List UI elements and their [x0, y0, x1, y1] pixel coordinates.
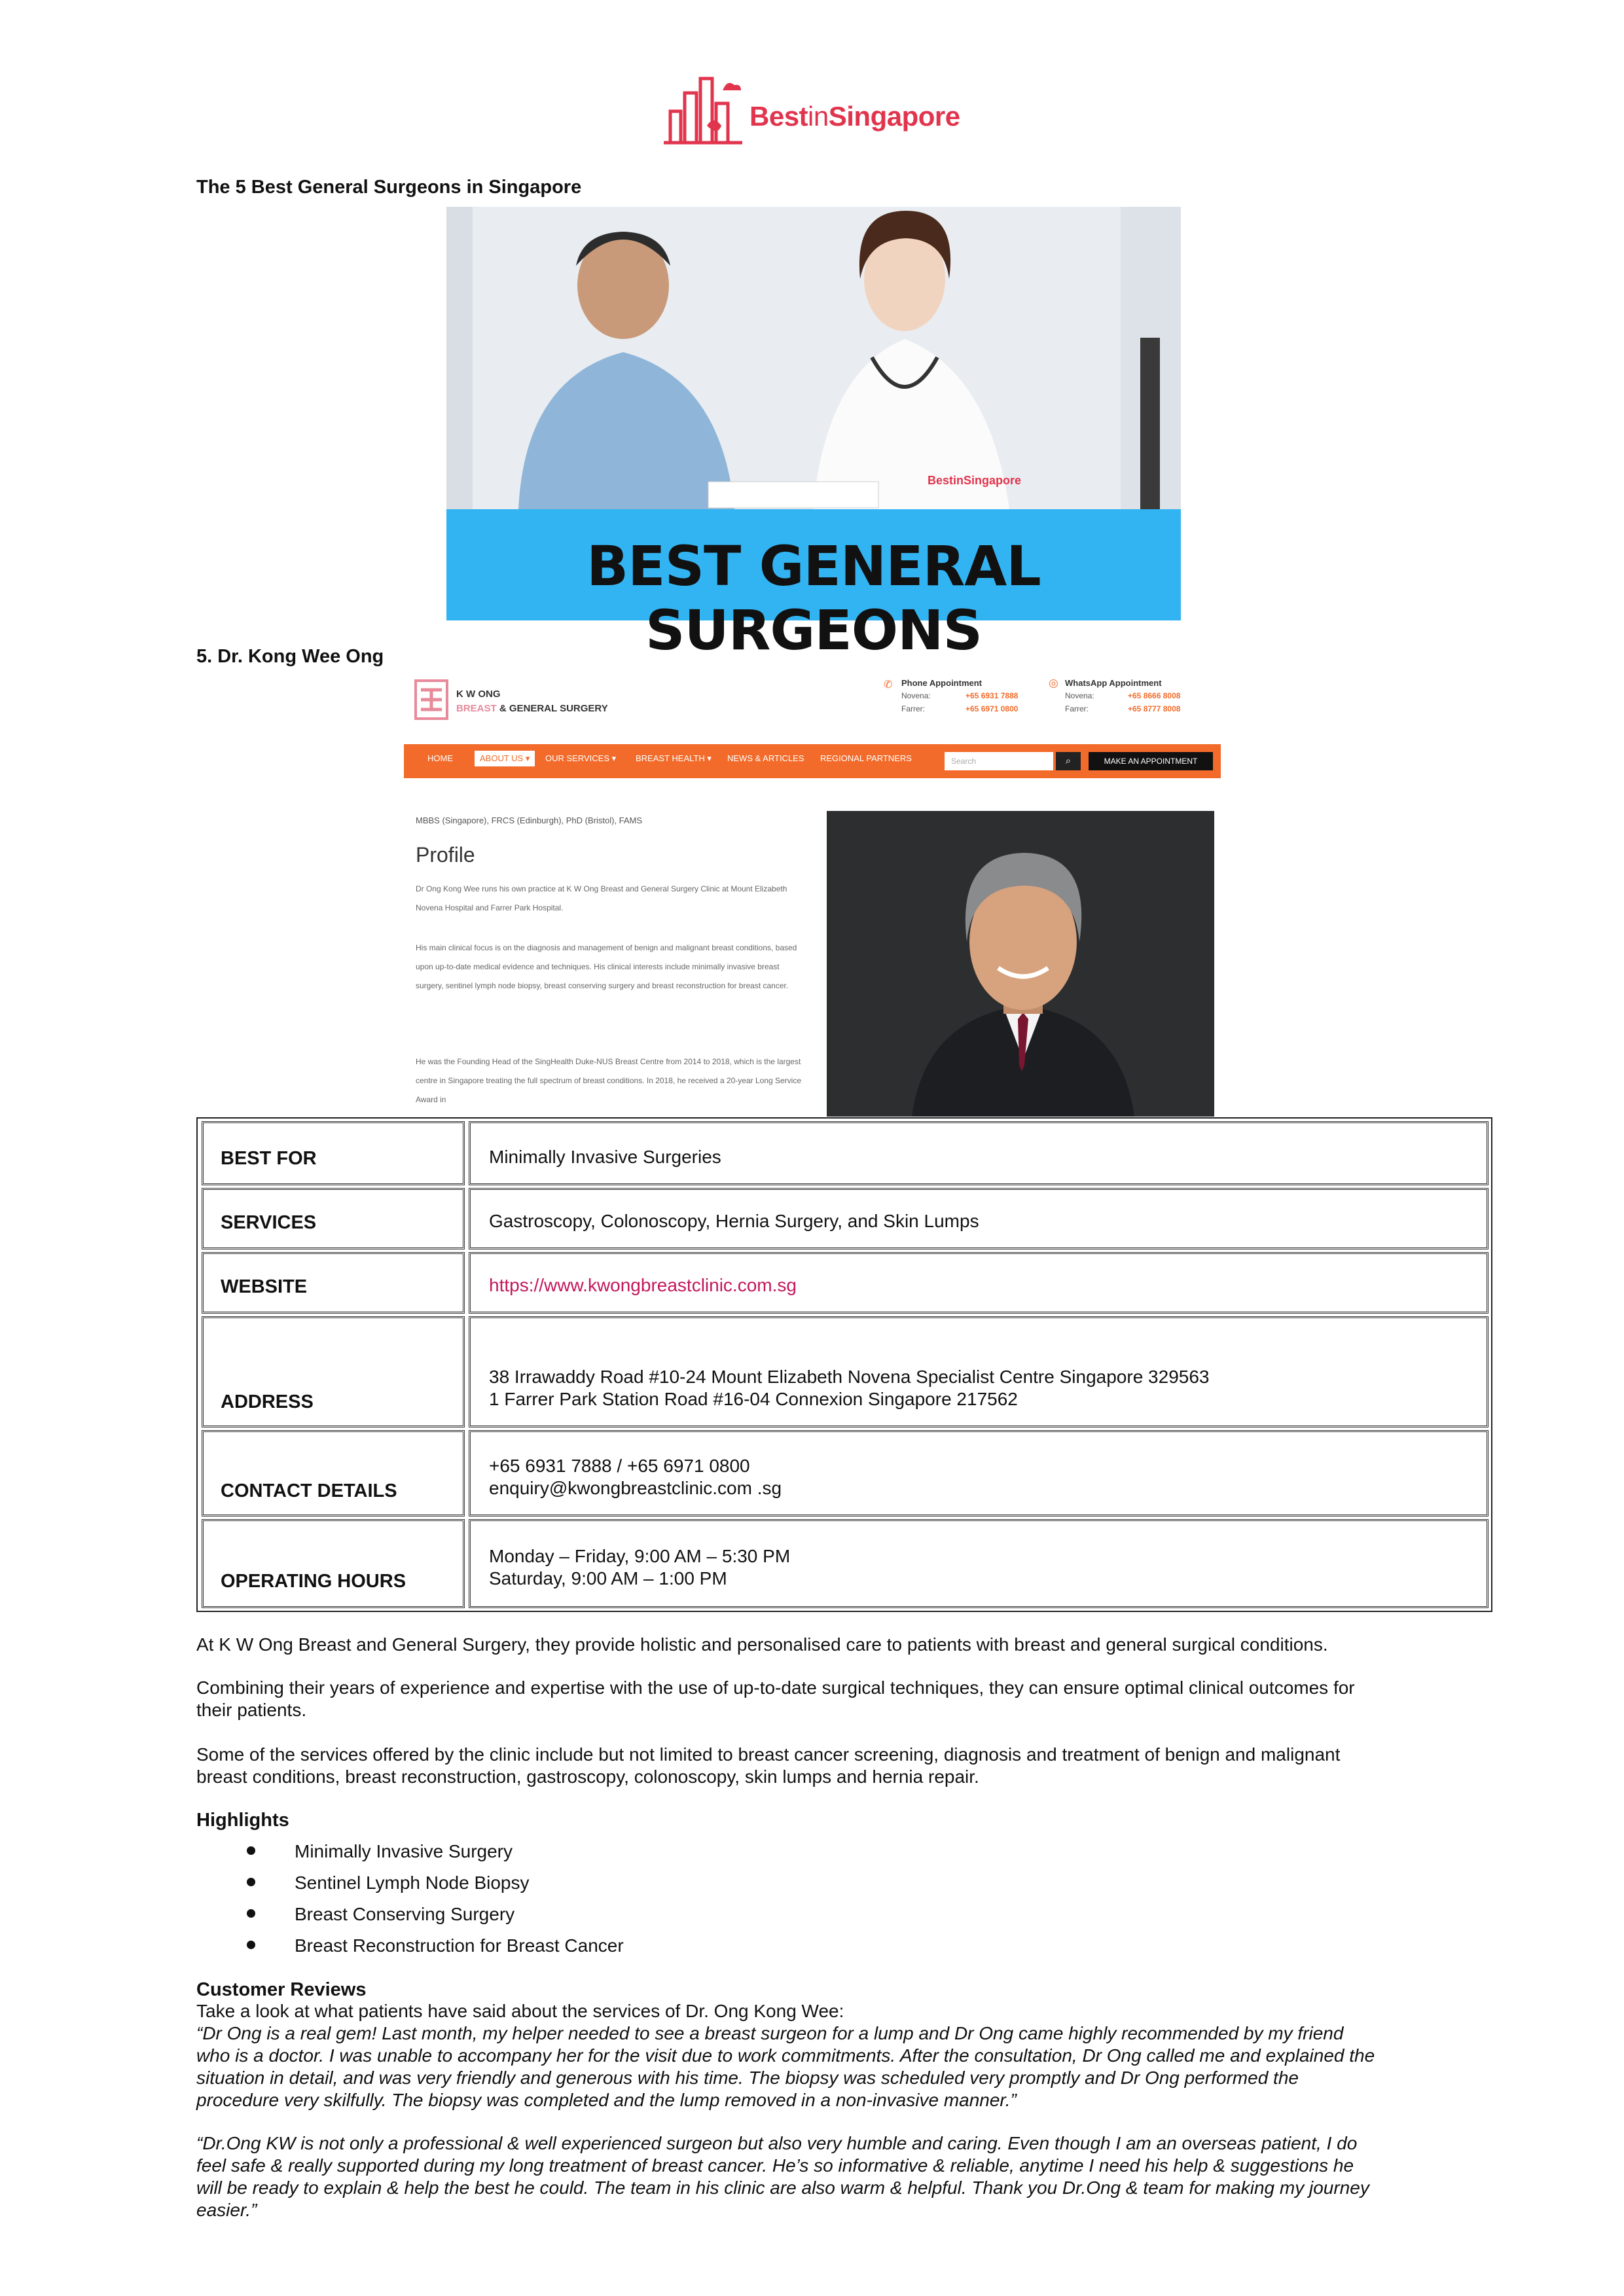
- body-paragraph-3-line-1: Some of the services offered by the clinic include but not limited to breast cancer screening, diagnosis and treatment of benign and malignant: [196, 1744, 1341, 1765]
- wa-farrer-label: Farrer:: [1065, 704, 1089, 713]
- credentials: MBBS (Singapore), FRCS (Edinburgh), PhD (Bristol), FAMS: [416, 816, 643, 825]
- nav-home[interactable]: HOME: [427, 753, 453, 763]
- phone-appointment-title: Phone Appointment: [901, 678, 983, 688]
- nav-our-services[interactable]: OUR SERVICES ▾: [545, 753, 617, 763]
- website-label-cell: [202, 1252, 465, 1314]
- clinic-logo-icon: [414, 679, 448, 720]
- make-appointment-button[interactable]: MAKE AN APPOINTMENT: [1089, 752, 1213, 770]
- profile-para-2: His main clinical focus is on the diagnosis and management of benign and malignant breast conditions, based upon up-to-date medical evidence and techniques. His clinical interests include minimally invasive breast surgery, sentinel lymph node biopsy, breast conserving surgery and breast reconstruction for breast cancer.: [416, 943, 797, 990]
- contact-label: CONTACT DETAILS: [221, 1480, 397, 1501]
- profile-para-3: He was the Founding Head of the SingHealth Duke-NUS Breast Centre from 2014 to 2018, which is the largest centre in Singapore treating the full spectrum of breast conditions. In 2018, he received a 20-year Long Service Award in: [416, 1057, 802, 1104]
- reviews-intro: Take a look at what patients have said about the services of Dr. Ong Kong Wee:: [196, 2001, 844, 2021]
- logo-best: Best: [749, 101, 808, 132]
- address-line-1: 38 Irrawaddy Road #10-24 Mount Elizabeth Novena Specialist Centre Singapore 329563: [489, 1367, 1210, 1387]
- address-line-2: 1 Farrer Park Station Road #16-04 Connexion Singapore 217562: [489, 1389, 1018, 1409]
- highlight-item-2: Sentinel Lymph Node Biopsy: [295, 1873, 530, 1893]
- best-for-label: BEST FOR: [221, 1148, 317, 1169]
- doctor-patient-illustration: [446, 207, 1181, 509]
- hours-label: OPERATING HOURS: [221, 1571, 406, 1592]
- best-for-value: Minimally Invasive Surgeries: [489, 1147, 721, 1167]
- highlights-title: Highlights: [196, 1810, 289, 1831]
- address-value-cell: [469, 1316, 1489, 1427]
- details-table: [196, 1117, 1492, 1612]
- wa-novena[interactable]: +65 8666 8008: [1128, 691, 1181, 700]
- clinic-brand-line1: K W ONG: [456, 689, 501, 700]
- contact-value-cell: [469, 1430, 1489, 1516]
- phone-novena[interactable]: +65 6931 7888: [965, 691, 1019, 700]
- hours-label-cell: [202, 1519, 465, 1608]
- clinic-navbar: [404, 744, 1221, 778]
- doctor-portrait-illustration: [827, 811, 1214, 1117]
- whatsapp-icon: ◎: [1049, 677, 1058, 689]
- body-paragraph-1: At K W Ong Breast and General Surgery, they provide holistic and personalised care to patients with breast and general surgical conditions.: [196, 1634, 1328, 1655]
- search-icon[interactable]: ⌕: [1056, 752, 1081, 770]
- highlight-item-4: Breast Reconstruction for Breast Cancer: [295, 1935, 624, 1956]
- review-1-line-2: who is a doctor. I was unable to accompany her for the visit due to work commitments. After the consultation, Dr Ong called me and explained the: [196, 2045, 1375, 2066]
- website-link[interactable]: https://www.kwongbreastclinic.com.sg: [489, 1275, 797, 1295]
- bullet-icon: [247, 1909, 255, 1918]
- profile-para-1: Dr Ong Kong Wee runs his own practice at K W Ong Breast and General Surgery Clinic at Mount Elizabeth Novena Hospital and Farrer Park Hospital.: [416, 884, 787, 912]
- search-placeholder: Search: [951, 757, 977, 766]
- best-for-label-cell: [202, 1121, 465, 1185]
- review-1-line-3: situation in detail, and was very friendly and generous with his time. The biopsy was scheduled very promptly and Dr Ong performed the: [196, 2068, 1299, 2088]
- address-label-cell: [202, 1316, 465, 1427]
- review-1-line-4: procedure very skilfully. The biopsy was completed and the lump removed in a non-invasive manner.”: [196, 2090, 1017, 2110]
- review-1-line-1: “Dr Ong is a real gem! Last month, my helper needed to see a breast surgeon for a lump and Dr Ong came highly recommended by my friend: [196, 2023, 1344, 2043]
- hero-banner-text: BEST GENERAL SURGEONS: [586, 534, 1041, 662]
- contact-phone[interactable]: +65 6931 7888 / +65 6971 0800: [489, 1456, 750, 1476]
- contact-email[interactable]: enquiry@kwongbreastclinic.com .sg: [489, 1478, 782, 1498]
- body-paragraph-3-line-2: breast conditions, breast reconstruction, gastroscopy, colonoscopy, skin lumps and hernia repair.: [196, 1767, 979, 1787]
- bullet-icon: [247, 1941, 255, 1949]
- highlight-item-3: Breast Conserving Surgery: [295, 1904, 515, 1924]
- hours-saturday: Saturday, 9:00 AM – 1:00 PM: [489, 1568, 727, 1588]
- review-2-line-4: easier.”: [196, 2200, 257, 2220]
- services-label-cell: [202, 1188, 465, 1249]
- bullet-icon: [247, 1846, 255, 1855]
- wa-novena-label: Novena:: [1065, 691, 1094, 700]
- article-title: The 5 Best General Surgeons in Singapore: [196, 177, 582, 198]
- services-value: Gastroscopy, Colonoscopy, Hernia Surgery, and Skin Lumps: [489, 1211, 979, 1231]
- phone-farrer-label: Farrer:: [901, 704, 925, 713]
- services-label: SERVICES: [221, 1212, 317, 1233]
- whatsapp-appointment-title: WhatsApp Appointment: [1065, 678, 1162, 688]
- hero-banner: [446, 509, 1181, 662]
- body-paragraph-2-line-1: Combining their years of experience and expertise with the use of up-to-date surgical techniques, they can ensure optimal clinical outcomes for: [196, 1677, 1355, 1698]
- reviews-title: Customer Reviews: [196, 1979, 367, 2000]
- phone-farrer[interactable]: +65 6971 0800: [965, 704, 1019, 713]
- clinic-brand-breast: BREAST: [456, 703, 497, 714]
- phone-icon: ✆: [884, 679, 893, 691]
- hero-watermark: BestinSingapore: [928, 474, 1022, 487]
- profile-title: Profile: [416, 843, 475, 867]
- phone-novena-label: Novena:: [901, 691, 931, 700]
- review-2-line-1: “Dr.Ong KW is not only a professional & well experienced surgeon but also very humble and caring. Even though I am an overseas patient, I do: [196, 2133, 1358, 2153]
- hours-value-cell: [469, 1519, 1489, 1608]
- logo-in: in: [808, 101, 829, 132]
- nav-news-articles[interactable]: NEWS & ARTICLES: [727, 753, 804, 763]
- clinic-website-screenshot: [404, 672, 1221, 1117]
- city-skyline-icon: [661, 73, 746, 151]
- hero-image: [446, 207, 1181, 662]
- hours-weekday: Monday – Friday, 9:00 AM – 5:30 PM: [489, 1546, 791, 1566]
- website-label: WEBSITE: [221, 1276, 308, 1297]
- best-for-value-cell: [469, 1121, 1489, 1185]
- review-2-line-3: will be ready to explain & help the best he could. The team in his clinic are also warm & helpful. Thank you Dr.Ong & team for making my journey: [196, 2178, 1369, 2198]
- address-label: ADDRESS: [221, 1391, 314, 1412]
- entry-heading: 5. Dr. Kong Wee Ong: [196, 646, 384, 667]
- site-logo[interactable]: [661, 73, 969, 151]
- clinic-search-input[interactable]: [945, 752, 1053, 770]
- nav-regional-partners[interactable]: REGIONAL PARTNERS: [820, 753, 912, 763]
- review-2-line-2: feel safe & really supported during my long treatment of breast cancer. He’s so informative & reliable, anytime I need his help & suggestions he: [196, 2155, 1354, 2176]
- wa-farrer[interactable]: +65 8777 8008: [1128, 704, 1181, 713]
- website-value-cell: [469, 1252, 1489, 1314]
- clinic-brand-general: & GENERAL SURGERY: [499, 703, 608, 714]
- services-value-cell: [469, 1188, 1489, 1249]
- nav-about-us[interactable]: ABOUT US ▾: [475, 751, 535, 766]
- clinic-brand-line2: [456, 703, 608, 714]
- nav-breast-health[interactable]: BREAST HEALTH ▾: [636, 753, 712, 763]
- logo-singapore: Singapore: [828, 101, 960, 132]
- body-paragraph-2-line-2: their patients.: [196, 1700, 307, 1720]
- highlight-item-1: Minimally Invasive Surgery: [295, 1841, 513, 1861]
- contact-label-cell: [202, 1430, 465, 1516]
- bullet-icon: [247, 1878, 255, 1886]
- doctor-portrait: [827, 811, 1214, 1117]
